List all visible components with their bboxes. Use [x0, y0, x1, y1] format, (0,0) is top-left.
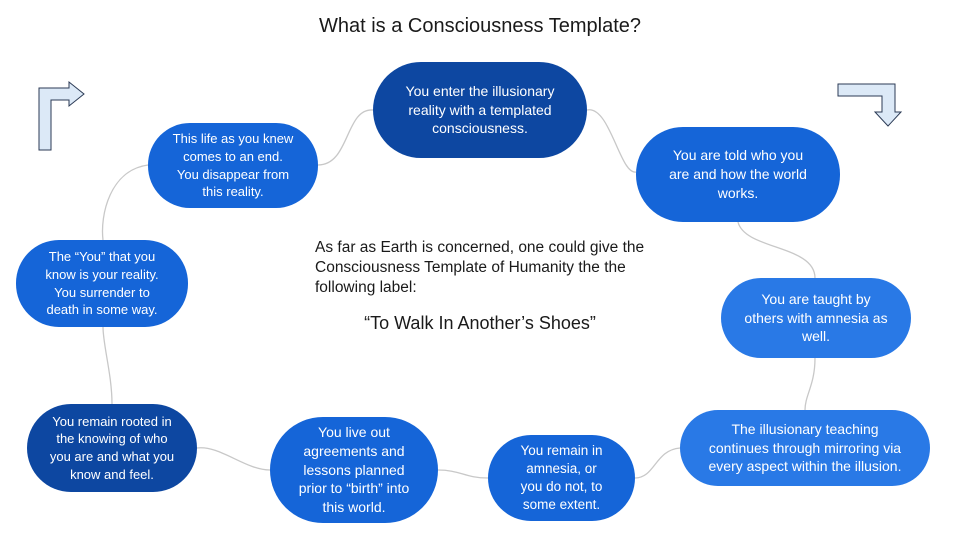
node-taught-by-others: You are taught by others with amnesia as well.: [721, 278, 911, 358]
arrow-up-right-icon: [39, 82, 84, 150]
node-illusionary-teaching: The illusionary teaching continues through mirroring via every aspect within the illusion.: [680, 410, 930, 486]
arrow-down-right-icon: [838, 84, 901, 126]
node-live-out-agreements: You live out agreements and lessons planned prior to “birth” into this world.: [270, 417, 438, 523]
connector-8-9: [103, 165, 148, 240]
connector-9-1: [318, 110, 373, 165]
node-remain-rooted: You remain rooted in the knowing of who you are and what you know and feel.: [27, 404, 197, 492]
center-description: As far as Earth is concerned, one could give the Consciousness Template of Humanity the the following label:: [315, 239, 645, 297]
connector-5-6: [438, 470, 488, 478]
connector-6-7: [197, 448, 270, 470]
node-you-is-your-reality: The “You” that you know is your reality. You surrender to death in some way.: [16, 240, 188, 327]
diagram-title: What is a Consciousness Template?: [318, 15, 641, 37]
node-remain-in-amnesia: You remain in amnesia, or you do not, to some extent.: [488, 435, 635, 521]
connector-4-5: [635, 448, 680, 478]
node-life-comes-to-end: This life as you knew comes to an end. You disappear from this reality.: [148, 123, 318, 208]
node-enter-reality: You enter the illusionary reality with a templated consciousness.: [373, 62, 587, 158]
node-told-who-you-are: You are told who you are and how the world works.: [636, 127, 840, 222]
connector-2-3: [738, 222, 815, 278]
center-quote: “To Walk In Another’s Shoes”: [364, 313, 596, 333]
connector-3-4: [805, 358, 815, 410]
connector-7-8: [103, 327, 112, 404]
connector-1-2: [587, 110, 636, 172]
